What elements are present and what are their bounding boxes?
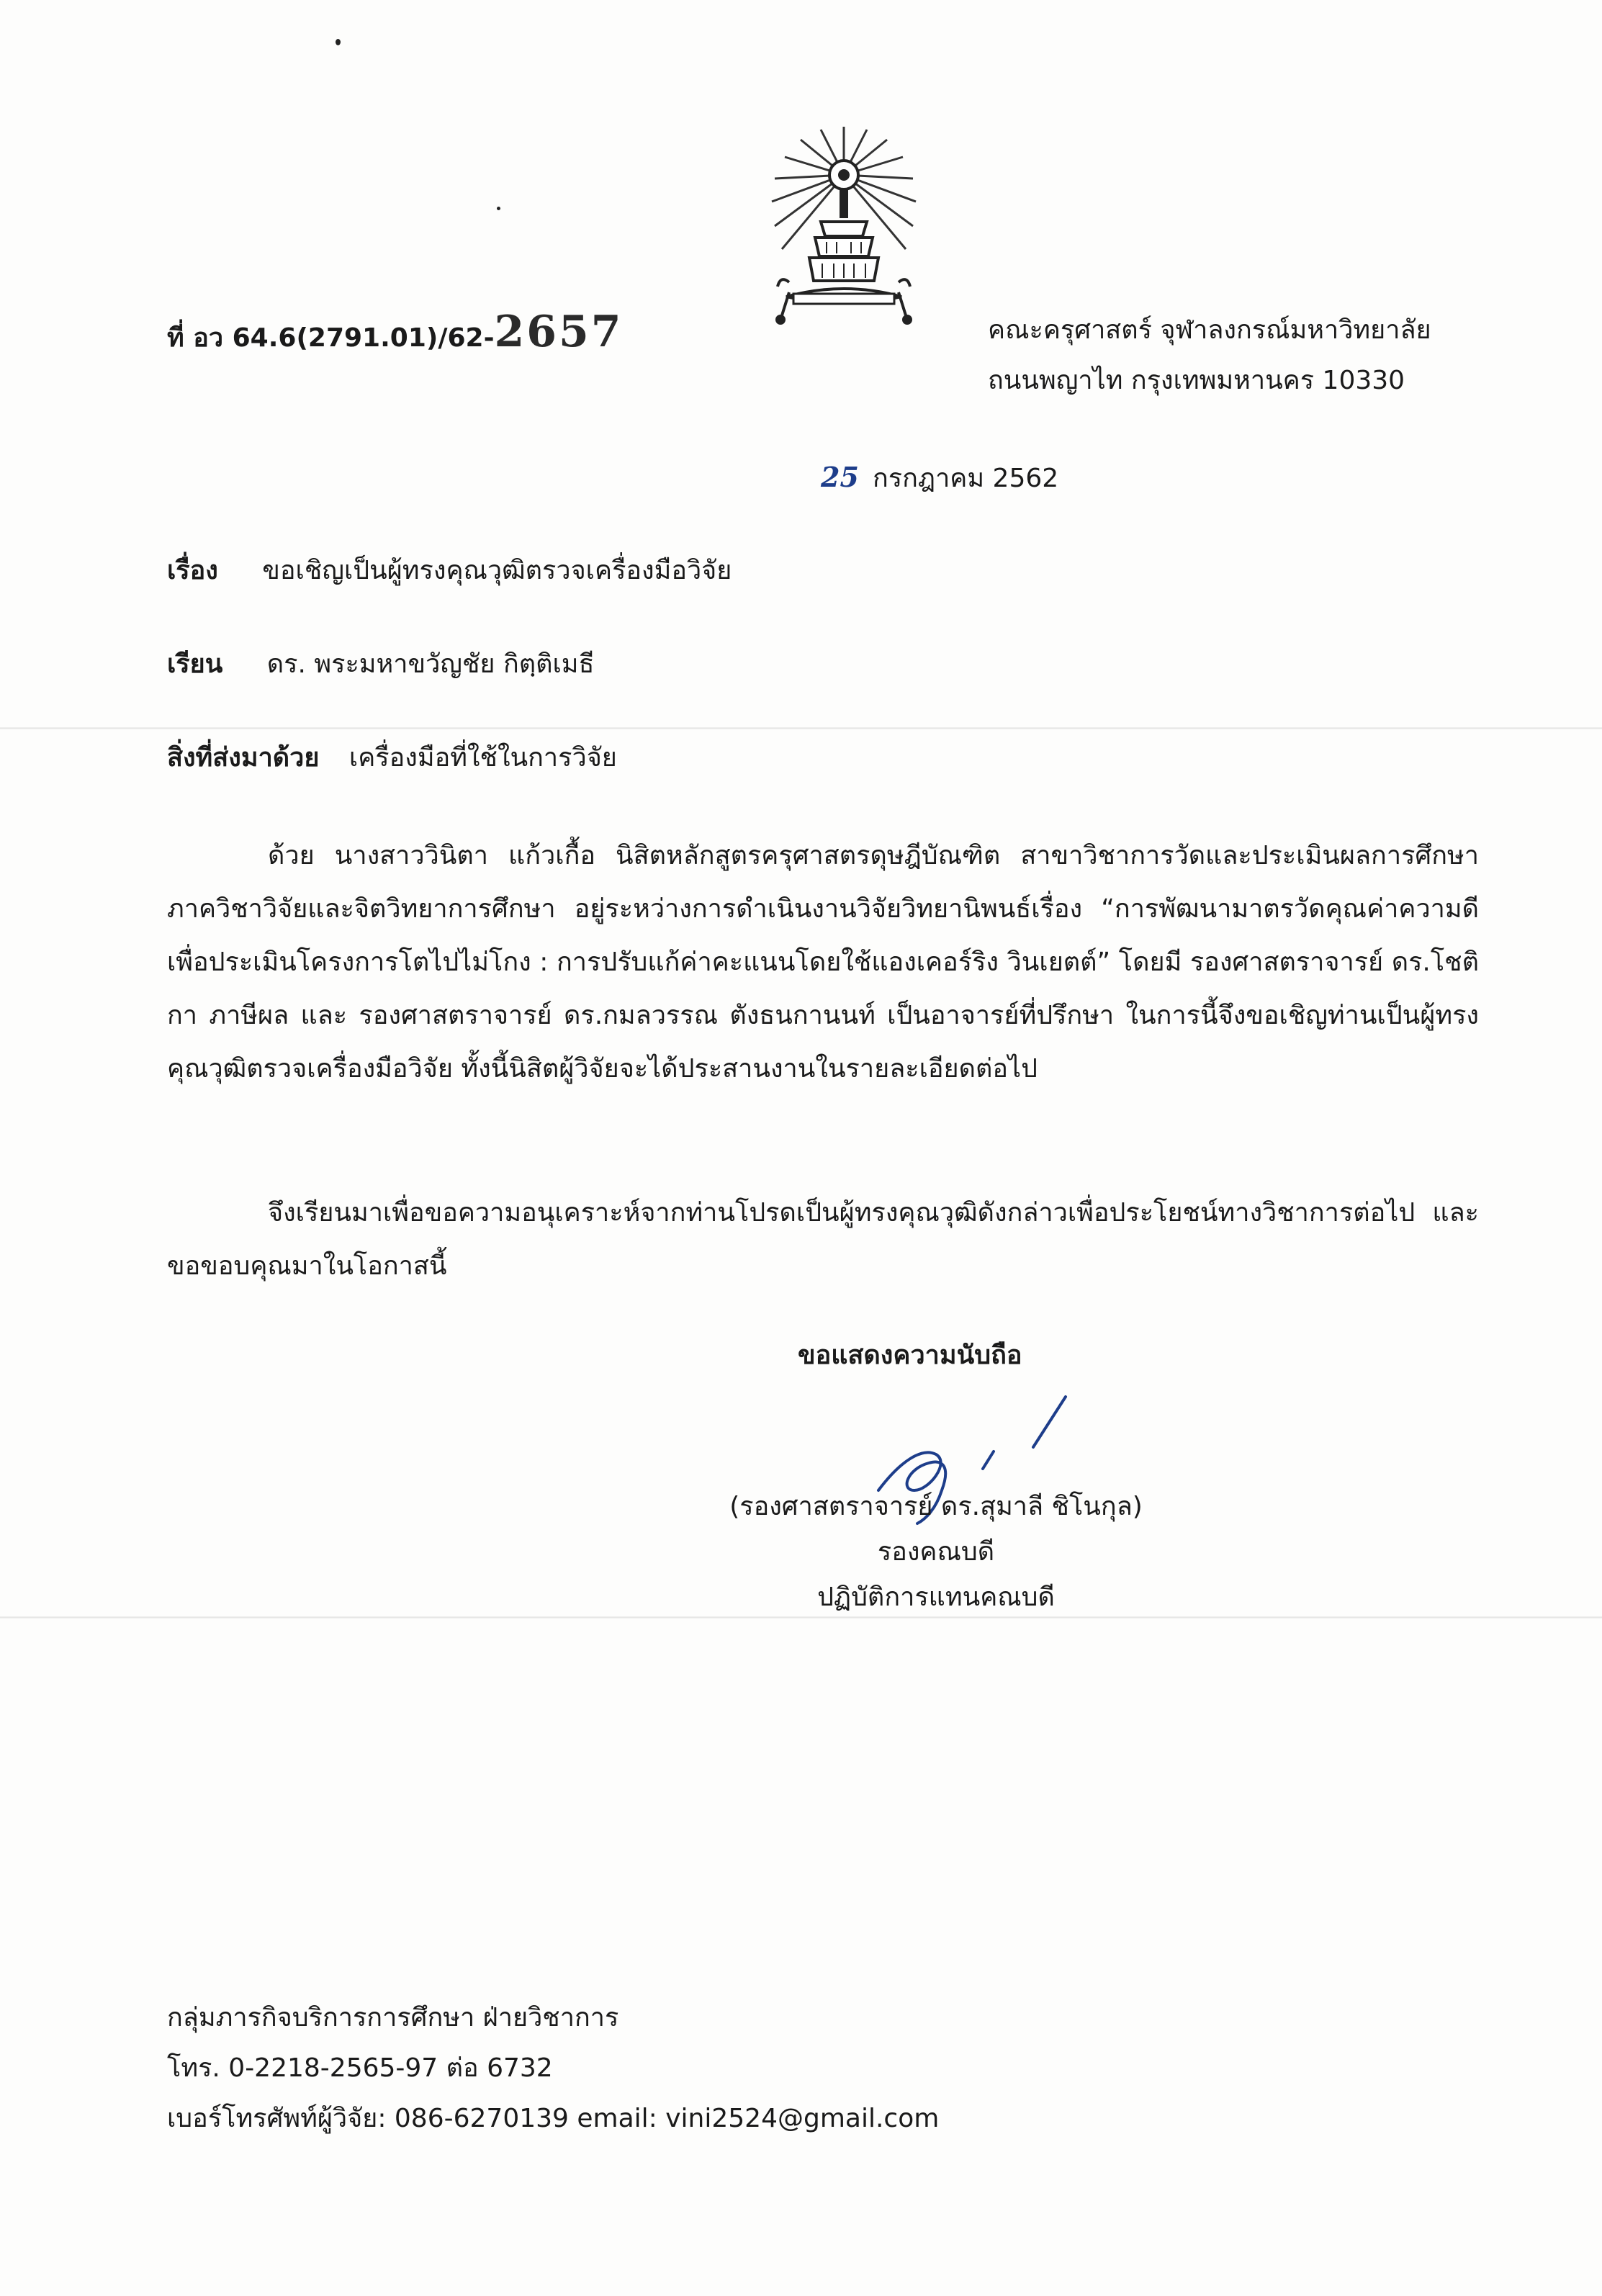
subject-text: ขอเชิญเป็นผู้ทรงคุณวุฒิตรวจเครื่องมือวิจัย: [262, 556, 732, 585]
address-line-2: ถนนพญาไท กรุงเทพมหานคร 10330: [988, 366, 1405, 395]
attachment-text: เครื่องมือที่ใช้ในการวิจัย: [348, 743, 617, 773]
signer-name: (รองศาสตราจารย์ ดร.สุมาลี ชิโนกุล): [729, 1492, 1143, 1521]
body-paragraph-1: [167, 829, 1479, 1096]
paper-speck: [336, 39, 341, 45]
recipient-line: [167, 648, 595, 682]
body-paragraph-2: [167, 1187, 1479, 1293]
subject-label: เรื่อง: [167, 556, 218, 585]
address-line-1: คณะครุศาสตร์ จุฬาลงกรณ์มหาวิทยาลัย: [988, 315, 1431, 345]
letter-date: [821, 461, 1058, 496]
body-paragraph-1-text: ด้วย นางสาววินิตา แก้วเกื้อ นิสิตหลักสูตรครุศาสตรดุษฎีบัณฑิต สาขาวิชาการวัดและประเมินผลการศึกษา ภาควิชาวิจัยและจิตวิทยาการศึกษา อยู่ระหว่างการดำเนินงานวิจัยวิทยานิพนธ์เรื่อง “การพัฒนามาตรวัดคุณค่าความดีเพื่อประเมินโครงการโตไปไม่โกง : การปรับแก้ค่าคะแนนโดยใช้แองเคอร์ริง วินเยตต์” โดยมี รองศาสตราจารย์ ดร.โชติกา ภาษีผล และ รองศาสตราจารย์ ดร.กมลวรรณ ตังธนกานนท์ เป็นอาจารย์ที่ปรึกษา ในการนี้จึงขอเชิญท่านเป็นผู้ทรงคุณวุฒิตรวจเครื่องมือวิจัย ทั้งนี้นิสิตผู้วิจัยจะได้ประสานงานในรายละเอียดต่อไป: [167, 841, 1479, 1084]
date-day-handwritten: 25: [821, 461, 859, 493]
paper-fold: [0, 1616, 1602, 1619]
recipient-label: เรียน: [167, 649, 223, 679]
footer-department: กลุ่มภารกิจบริการการศึกษา ฝ่ายวิชาการ: [167, 2003, 619, 2032]
attachment-label: สิ่งที่ส่งมาด้วย: [167, 743, 320, 773]
footer-researcher-contact: เบอร์โทรศัพท์ผู้วิจัย: 086-6270139 email: vini2524@gmail.com: [167, 2104, 940, 2133]
footer-phone: โทร. 0-2218-2565-97 ต่อ 6732: [167, 2053, 553, 2083]
paper-speck: [497, 207, 500, 210]
closing-salutation: ขอแสดงความนับถือ: [798, 1341, 1022, 1370]
document-number-stamp: 2657: [494, 307, 624, 357]
document-number: [167, 307, 624, 358]
signer-block: [648, 1490, 1224, 1614]
document-number-prefix: ที่ อว 64.6(2791.01)/62-: [167, 323, 495, 353]
signer-title-2: ปฏิบัติการแทนคณบดี: [817, 1582, 1055, 1612]
body-paragraph-2-text: จึงเรียนมาเพื่อขอความอนุเคราะห์จากท่านโปรดเป็นผู้ทรงคุณวุฒิดังกล่าวเพื่อประโยชน์ทางวิชาการต่อไป และขอขอบคุณมาในโอกาสนี้: [167, 1198, 1479, 1281]
attachment-line: [167, 742, 617, 775]
university-emblem-logo: [765, 121, 923, 337]
subject-line: [167, 554, 732, 588]
signer-title-1: รองคณบดี: [877, 1536, 995, 1567]
paper-fold: [0, 727, 1602, 729]
date-month-year: กรกฎาคม 2562: [872, 464, 1059, 493]
recipient-text: ดร. พระมหาขวัญชัย กิตฺติเมธี: [266, 649, 595, 679]
